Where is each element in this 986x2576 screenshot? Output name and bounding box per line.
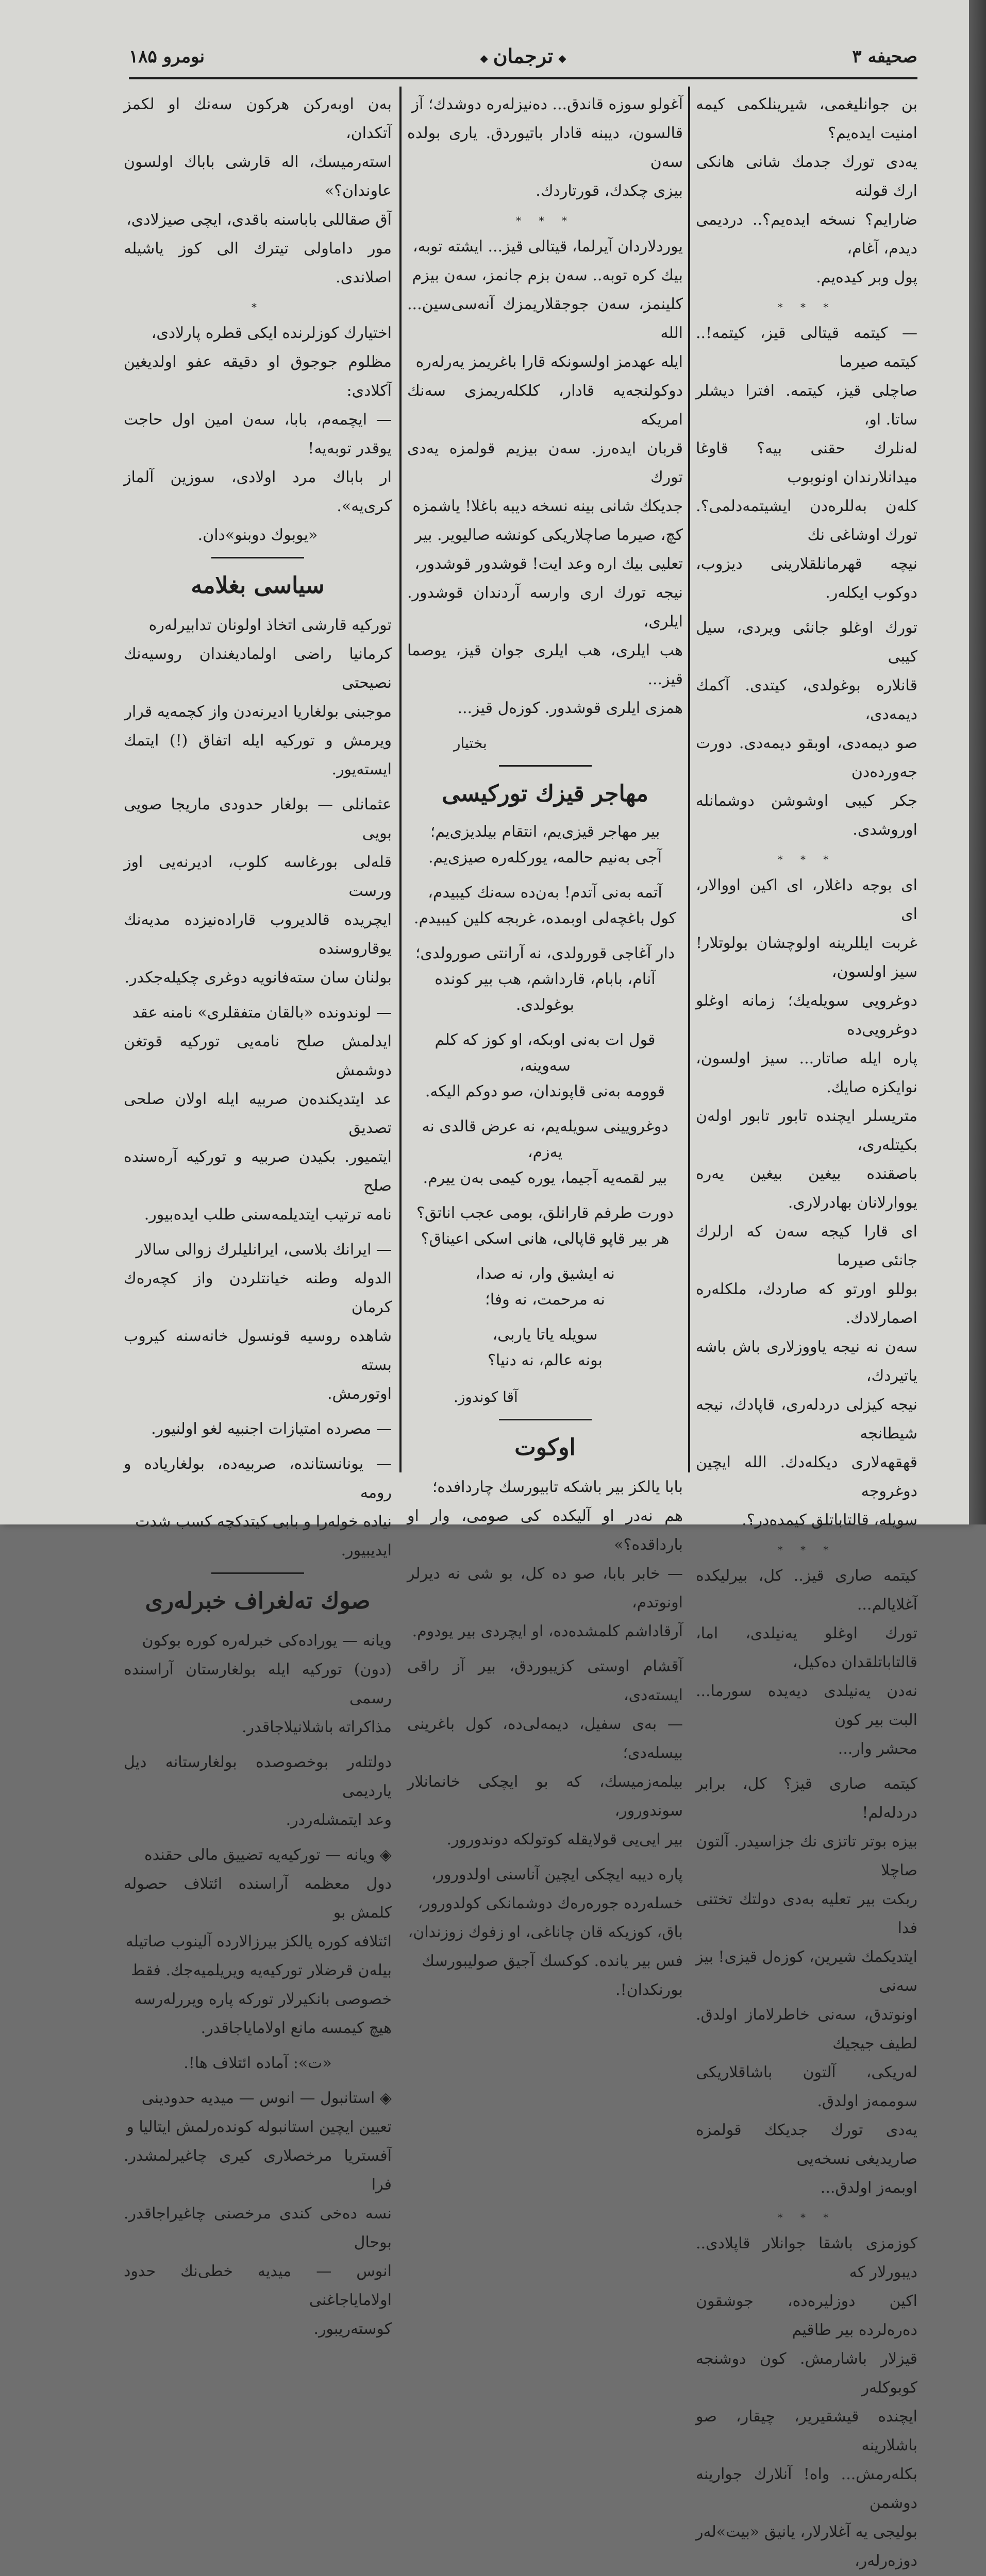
section-heading: سیاسی بغلامه <box>191 572 325 599</box>
paragraph: تورك اوغلو جانئی ویردی، سیل کیبی قانلاره بوغولدی، کیتدی. آکمك دیمەدی، صو دیمەدی، اوبقو دیمەدی. دورت جەوردەدن جکر کیبی اوشوشن دوشمانله اوروشدی. <box>696 619 917 839</box>
paragraph: «ت»: آماده ائتلاف ها!. <box>183 2054 332 2072</box>
stanza: دورت طرفم قارانلق، بومی عجب اناتق؟ هر بیر قاپو قاپالی، هانی اسکی اعیناق؟ <box>416 1204 674 1248</box>
column-divider-right <box>688 87 690 1472</box>
issue-number: نومرو ۱۸۵ <box>129 46 205 67</box>
ornament-stars: * * * <box>777 2211 836 2224</box>
ornament-stars: * * * <box>777 853 836 866</box>
paragraph: بابا یالکز بیر باشکه تابیورسك چاردافده؛ هم نەدر او آلیکده کی صومی، وار او بارداقده؟» — خابر بابا، صو ده کل، بو شی نه دیرلر اونوتدم، آرقاداشم کلمشدەده، او ایچردی بیر یودوم. <box>407 1478 683 1640</box>
paragraph: — کیتمه قیتالی قیز، کیتمه!.. کیتمه صیرما صاچلی قیز، کیتمه. افترا دیشلر ساتا. او، لەنلرك حقنی بیه؟ قاوغا میدانلارندان اونوبوب کلەن بەللرەدن ایشیتمەدلمی؟. تورك اوشاغی نك نیچە قهرمانلقلارینی دیزوب، دوکوب ایکلەر. <box>696 324 917 602</box>
stanza: دار آغاجی قورولدی، نه آرانتی صورولدی؛ آنام، بابام، قارداشم، هب بیر کونده بوغولدی. <box>415 944 675 1014</box>
left-column <box>124 90 392 2350</box>
page-edge <box>969 0 986 1524</box>
paragraph: — یونانستانده، صربیه‌ده، بولغاریاده و رومه نیاده خولەرا و بابی کیتدکچه کسب شدت ایدیبیور. <box>124 1455 392 1560</box>
paragraph: تورکیه قارشی اتخاذ اولونان تدابیرلەره کرمانیا راضی اولمادیغندان روسیه‌نك نصیحتی موجبنی بولغاریا ادیرنه‌دن واز کچمه‌یه قرار ویرمش و تورکیه ایله اتفاق (!) ایتمك ایسته‌یور. <box>124 616 392 778</box>
paragraph: بەن اوبەرکن هرکون سەنك او لکمز آتکدان، استەرمیسك، اله قارشی باباك اولسون عاوندان؟» آق صقاللی باباسنه باقدی، ایچی صیزلادی، مور داماولی تیترك الی کوز یاشیله اصلاندی. <box>124 95 392 286</box>
ornament-stars: * * * <box>516 214 574 227</box>
right-column <box>696 90 917 2576</box>
stanza: نه ایشیق وار، نه صدا، نه مرحمت، نه وفا؛ <box>475 1265 615 1309</box>
author-signature: بختیار <box>454 735 487 752</box>
paragraph: کیتمه صاری قیز.. کل، بیرلیکده آغلایالم... تورك اوغلو یەنیلدی، اما، قالتاباتلقدان دەکیل، نەدن یەنیلدی دیەیده سورما... البت بیر کون محشر وار... <box>696 1567 917 1758</box>
paragraph: کیتمه صاری قیز؟ کل، برابر دردلەلم! بیزه بوتر تاتزی نك جزاسیدر. آلتون صاچلا ربکت بیر تعلیه بەدی دولتك تختنی فدا ایتدیکمك شیرین، کوزەل قیزی! بیز سەنی اونوتدق، سەنی خاطرلاماز اولدق. لطیف جیجیك لەریکی، آلتون باشاقلاریکی سوممەز اولدق. یەدی تورك جدیکك قولمزه صاریدیغی نسخه‌یی اوبمەز اولدق... <box>695 1775 917 2197</box>
section-rule <box>211 557 304 558</box>
ornament-stars: * * * <box>777 301 836 313</box>
poem <box>407 819 683 1374</box>
newspaper-title: ◆ ترجمان ◆ <box>475 44 571 67</box>
paragraph: ◈ استانبول — انوس — میدیه حدودینی تعیین ایچین استانبوله کوندەرلمش ایتالیا و آفستریا مرخصلاری کیری چاغیرلمشدر. فرا نسه دەخی کندی مرخصنی چاغیراجاقدر. بوحال انوس — میدیه خطی‌نك حدود اولامایاجاغنی کوستەریبور. <box>124 2089 392 2338</box>
header-rule <box>129 77 917 79</box>
paragraph: بن جوانلیغمی، شیرینلکمی کیمه امنیت ایدەیم؟ یەدی تورك جدمك شانی هانکی ارك قولنه ضارایم؟ نسخه ایدەیم؟.. دردیمی دیدم، آغام، پول وبر کیدەیم. <box>696 95 917 286</box>
paragraph: آقشام اوستی کزیبوردق، بیر آز راقی ایسته‌دی، — بەی سفیل، دیمەلی‌ده، کول باغرینی بیسلەدی؛ بیلمەزمیسك، که بو ایچکی خانمانلار سوندورور، بیر ایی‌یی قولایقله کوتولکه دوندورور. <box>407 1657 683 1849</box>
paragraph: ویانه — یوراده‌کی خبرلەره کوره بوکون (دون) تورکیه ایله بولغارستان آراسنده رسمی مذاکراته باشلانیلاجاقدر. <box>124 1632 392 1736</box>
stanza: سویله یاتا یاربی، بونه عالم، نه دنیا؟ <box>488 1326 603 1369</box>
paragraph: ◈ ویانه — تورکیه‌یه تضییق مالی حقنده دول معظمه آراسنده ائتلاف حصوله کلمش بو ائتلافه کوره یالکز بیرزالارده آلینوب صاتیله بیلەن قرضلار تورکیه‌یه ویریلمیه‌جك. فقط خصوصی بانکیرلار تورکه پاره ویررلەرسه هیچ کیمسه مانع اولامایاجاقدر. <box>124 1846 392 2037</box>
paragraph: یوردلاردان آیرلما، قیتالی قیز... ایشته توبه، بیك کره توبه.. سەن بزم جانمز، سەن بیزم کلینمز، سەن جوجقلاریمزك آنه‌سی‌سین... الله ایله عهدمز اولسونکه قارا باغریمز یەرلەره دوکولنجه‌یه قادار، کلکلەریمزی سەنك امریکه قربان ایدەرز. سەن بیزیم قولمزه یەدی تورك جدیکك شانی بینه نسخه دیبه باغلا! یاشمزه کچ، صیرما صاچلاریکی کونشه صالیویر. بیر تعلیی بیك اره وعد ایت! قوشدور قوشدور، نیجه تورك اری وارسه آردندان قوشدور. ایلری، هب ایلری، هب ایلری جوان قیز، یوصما قیز... همزی ایلری قوشدور. کوزەل قیز... <box>407 238 683 717</box>
paragraph: آغولو سوزه قاندق... دەنیزلەره دوشدك؛ آز قالسون، دیبنه قادار باتیوردق. یاری بولده سەن بیزی چکدك، قورتاردك. <box>407 95 683 200</box>
stanza: بیر مهاجر قیزی‌یم، انتقام بیلدیزی‌یم؛ آجی بەنیم حالمه، یورکلەره صیزی‌یم. <box>428 823 662 867</box>
stanza: دوغرویینی سویلەیم، نه عرض قالدی نه یەزم، بیر لقمه‌یه آجیما، یوره کیمی بەن ییرم. <box>422 1117 669 1187</box>
section-rule <box>499 765 592 767</box>
paragraph: دولتلەر بوخصوصده بولغارستانه دیل یاردیمی وعد ایتمشلەردر. <box>124 1753 392 1829</box>
section-heading: صوك تەلغراف خبرلەری <box>145 1588 371 1614</box>
paragraph: ای بوجه داغلار، ای اکین اووالار، ای غربت ایللرینه اولوچشان بولوتلار! سیز اولسون، دوغرویی سویلەیك؛ زمانه اوغلو دوغرویی‌دە پاره ایله صاتار... سیز اولسون، نوایکزه صایك. متریسلر ایچنده تابور تابور اولەن بکیتلەری، باصقنده بیغین بیغین یەره یووارلانان بهادرلاری. ای قارا کیجه سەن که ارلرك جانئی صیرما بوللو اورتو که صاردك، ملکلەره اصمارلادك. سەن نه نیجه یاووزلاری باش باشه یاتیردك، نیجه کیزلی دردلەری، قاپادك، نیجه شیطانجه قهقهەلاری دیکلەدك. الله ایچین دوغروجه سویله، قالتاباتلق کیمدەدر؟. <box>696 876 917 1529</box>
paragraph: عثمانلی — بولغار حدودی ماریجا صویی بویی قلەلی بورغاسه کلوب، ادیرنه‌یی اوز ورست ایچریده قالدیروب قارادەنیزده مدیه‌نك یوقاروسنده بولنان سان سته‌فانویه دوغری چکیله‌جکدر. <box>124 795 392 987</box>
section-heading: اوکوت <box>514 1434 576 1461</box>
section-rule <box>211 1572 304 1574</box>
section-rule <box>499 1419 592 1420</box>
paragraph: کوزمزی باشقا جوانلار قاپلادی.. دیبورلار که اکین دوزلیرەده، جوشقون دەرەلرده بیر طاقیم قیزلار باشارمش. کون دوشنجه کوبوکلەر ایچنده قیشقیریر، چیقار، صو باشلارینه بکلەرمش... واه! آنلارك جوارینه دوشمن بولیجی یه آغلارلار، یانیق «بیت»لەر دوزەرلەر، <box>696 2234 917 2570</box>
page-label: صحیفه ۳ <box>852 46 917 67</box>
ornament-stars: * <box>252 301 264 313</box>
paragraph: — لوندونده «بالقان متفقلری» نامنه عقد ایدلمش صلح نامه‌یی تورکیه قوتغن دوشمش عد ایتدیکنده‌ن صربیه ایله اولان صلحی تصدیق ایتمیور. بکیدن صربیه و تورکیه آرەسنده صلح نامه ترتیب ایتدیلمه‌سنی طلب ایده‌بیور. <box>124 1004 392 1224</box>
stanza: قول ات بەنی اوبکه، او کوز که کلم سەوینه، قوومه بەنی قاپوندان، صو دوکم الیکه. <box>425 1031 665 1100</box>
section-heading: مهاجر قیزك تورکیسی <box>442 781 648 807</box>
paragraph: — ایرانك بلاسی، ایرانلیلرك زوالی سالار الدوله وطنه خیانتلردن واز کچه‌رەك کرمان شاهده روسیه قونسول خانەسنه کیروب بسته اوتورمش. <box>124 1241 392 1403</box>
paragraph: — مصرده امتیازات اجنبیه لغو اولنیور. <box>151 1420 392 1438</box>
middle-column <box>407 90 683 2011</box>
ornament-stars: * * * <box>777 1544 836 1556</box>
author-signature: آقا کوندوز. <box>454 1388 518 1405</box>
stanza: آتمه بەنی آتدم! بەن‌دە سەنك کیبیدم، کول باغچه‌لی اوبمده، غربجه کلین کیبیدم. <box>413 884 677 927</box>
paragraph: پاره دیبه ایچکی ایچین آناسنی اولدورور، خسلەرده جوره‌ره‌ك دوشمانکی کولدورور، باق، کوزیکه قان چاناغی، او زفوك زوزندان، فس بیر یانده. کوکسك آجیق صولیبورسك بورنکدان!. <box>408 1866 683 1999</box>
paragraph: اختیارك کوزلرنده ایکی قطره پارلادی، مظلوم جوجوق او دقیقه عفو اولدیغین آکلادی: — ایچمەم، بابا، سەن امین اول حاجت یوقدر توبه‌یه! ار باباك مرد اولادی، سوزین آلماز کری‌یه». «یوبوك دوبنو»دان. <box>124 324 392 544</box>
column-divider-left <box>399 87 402 1472</box>
page-header <box>129 41 917 82</box>
